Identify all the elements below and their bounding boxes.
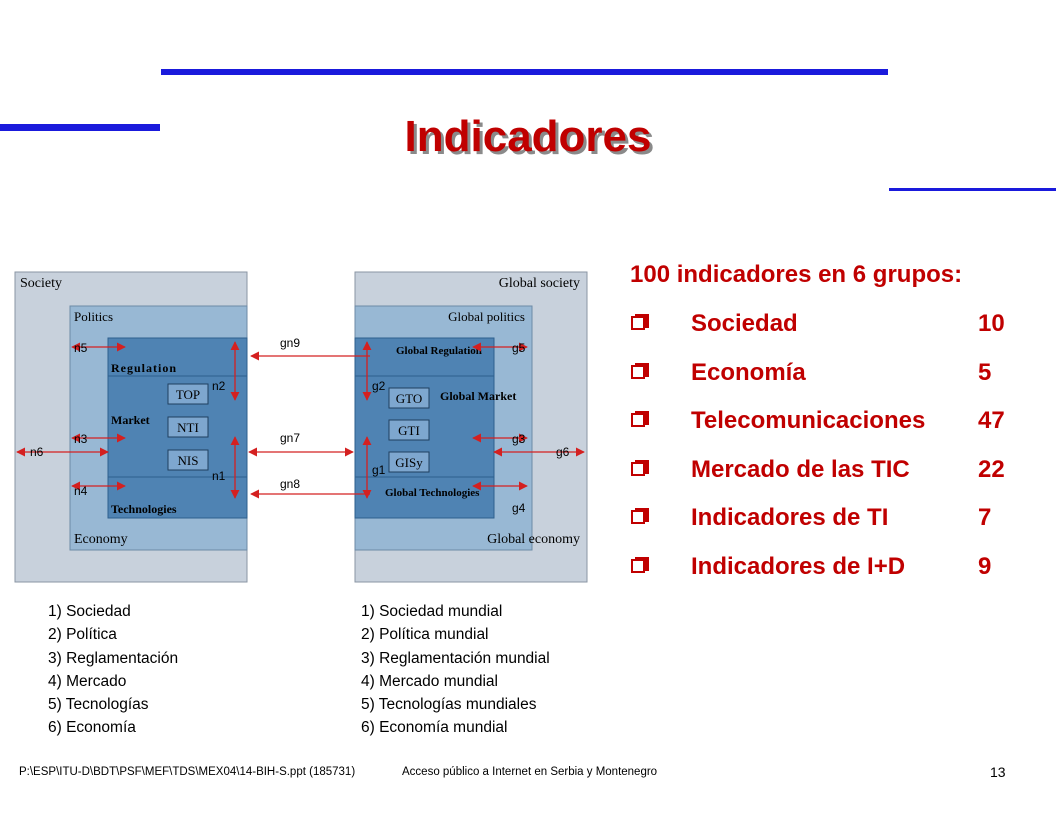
label-g2: g2: [372, 379, 386, 393]
legend-item: 3) Reglamentación: [48, 649, 179, 667]
label-politics: Politics: [74, 309, 114, 324]
group-name: Indicadores de I+D: [691, 552, 906, 580]
label-technologies: Technologies: [111, 502, 177, 516]
label-g5: g5: [512, 341, 526, 355]
label-global-economy: Global economy: [487, 532, 580, 547]
group-item: [630, 552, 992, 601]
group-name: Indicadores de TI: [691, 504, 889, 531]
label-n2: n2: [212, 379, 226, 393]
group-name: Economía: [691, 358, 806, 386]
label-global-regulation: [396, 345, 482, 357]
group-count: 5: [978, 358, 992, 386]
label-gn8: gn8: [280, 477, 301, 491]
legend-item: 5) Tecnologías: [48, 696, 149, 714]
box-label-gisy: GISy: [395, 455, 423, 470]
legend-item: 4) Mercado mundial: [361, 672, 498, 690]
groups-heading: 100 indicadores en 6 grupos:: [630, 261, 963, 288]
legend-item: 2) Política: [48, 626, 117, 644]
legend-item: 4) Mercado: [48, 672, 127, 690]
label-global-market: Global Market: [440, 389, 517, 403]
group-item: [630, 406, 1005, 455]
label-g1: g1: [372, 463, 386, 477]
box-label-gti: GTI: [398, 423, 420, 438]
group-name: Sociedad: [691, 310, 798, 337]
legend-item: 1) Sociedad: [48, 603, 131, 620]
indicator-diagram: [0, 262, 600, 588]
checkbox-bullet-icon: [630, 362, 650, 382]
page-title: Indicadores: [404, 112, 652, 161]
label-economy: Economy: [74, 532, 128, 547]
label-global-regulation-text: Global Regulation: [396, 345, 482, 357]
group-name: Mercado de las TIC: [691, 455, 910, 483]
right-accent-bar: [889, 188, 1056, 191]
group-item: [630, 503, 992, 552]
label-n1: n1: [212, 469, 226, 483]
box-label-nis: NIS: [177, 453, 199, 468]
footer-caption: Acceso público a Internet en Serbia y Montenegro: [402, 766, 658, 778]
legend-left: [48, 600, 178, 740]
legend-item: 6) Economía: [48, 719, 136, 737]
group-count: 7: [978, 504, 992, 531]
box-label-top: TOP: [175, 387, 201, 402]
checkbox-bullet-icon: [630, 556, 650, 576]
checkbox-bullet-icon: [630, 459, 650, 479]
indicator-groups: [630, 260, 1005, 600]
label-global-society: Global society: [498, 276, 580, 291]
legend-item: 1) Sociedad mundial: [361, 603, 503, 620]
label-n3: n3: [74, 432, 88, 446]
label-g4: g4: [512, 501, 526, 515]
footer-path: P:\ESP\ITU-D\BDT\PSF\MEF\TDS\MEX04\14-BIH-S.ppt (185731): [19, 766, 356, 778]
label-global-politics: Global politics: [448, 309, 525, 324]
label-society: Society: [20, 276, 62, 291]
legend-right: [361, 600, 550, 740]
label-n6: n6: [30, 445, 44, 459]
group-name: Telecomunicaciones: [691, 407, 926, 434]
legend-item: 2) Política mundial: [361, 626, 489, 644]
top-accent-bar: [161, 69, 888, 75]
checkbox-bullet-icon: [630, 410, 650, 430]
legend-item: 5) Tecnologías mundiales: [361, 696, 537, 714]
label-g3: g3: [512, 432, 526, 446]
legend-item: 6) Economía mundial: [361, 719, 508, 737]
label-global-technologies: Global Technologies: [385, 487, 480, 499]
group-item: [630, 455, 1005, 504]
group-count: 9: [978, 552, 992, 580]
legend-item: 3) Reglamentación mundial: [361, 649, 550, 667]
label-regulation: Regulation: [111, 361, 178, 375]
label-n4: n4: [74, 484, 88, 498]
label-g6: g6: [556, 445, 570, 459]
group-item: [630, 358, 992, 407]
label-gn9: gn9: [280, 336, 301, 350]
checkbox-bullet-icon: [630, 313, 650, 333]
group-count: 22: [978, 455, 1005, 483]
group-item: [630, 309, 1005, 358]
group-count: 47: [978, 407, 1005, 434]
checkbox-bullet-icon: [630, 507, 650, 527]
label-market: Market: [111, 413, 150, 427]
box-label-nti: NTI: [177, 420, 199, 435]
page-number: 13: [990, 764, 1006, 780]
group-count: 10: [978, 310, 1005, 337]
label-gn7: gn7: [280, 431, 301, 445]
box-label-gto: GTO: [395, 391, 423, 406]
label-n5: n5: [74, 341, 88, 355]
